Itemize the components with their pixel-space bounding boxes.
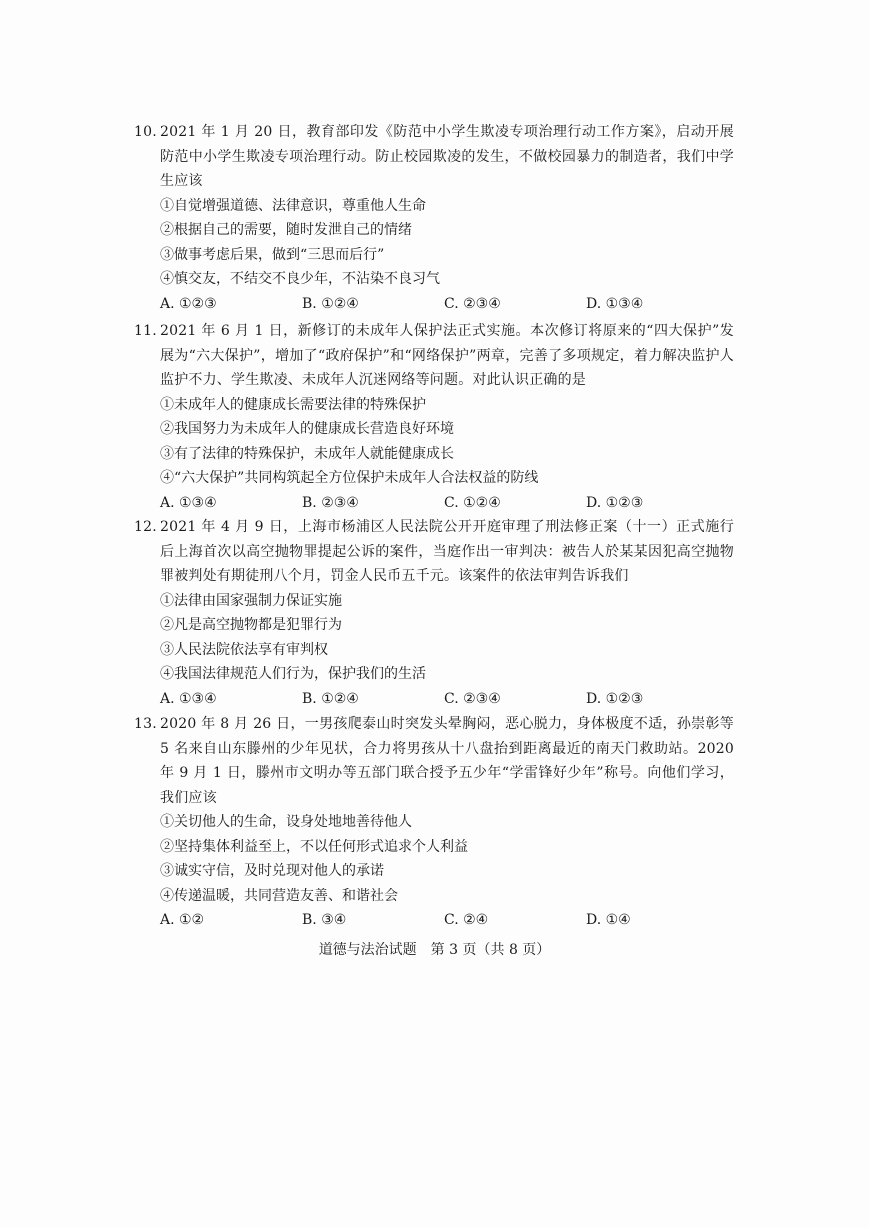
- statement-item: ④“六大保护”共同构筑起全方位保护未成年人合法权益的防线: [160, 470, 539, 486]
- question-stem: [134, 319, 734, 393]
- choice-d: D. ①④: [586, 912, 631, 928]
- answer-choices: [134, 292, 734, 317]
- statement-item: ④慎交友，不结交不良少年，不沾染不良习气: [160, 271, 440, 287]
- choice-d: D. ①②③: [586, 494, 644, 511]
- choice-c: C. ②③④: [444, 295, 501, 312]
- statement-item: ②凡是高空抛物都是犯罪行为: [160, 617, 342, 633]
- question-stem: [134, 120, 734, 194]
- statement-item: ③做事考虑后果，做到“三思而后行”: [160, 246, 385, 263]
- question-10: [134, 120, 734, 316]
- choice-c: C. ①②④: [444, 494, 501, 511]
- statement-item: ③有了法律的特殊保护，未成年人就能健康成长: [160, 445, 454, 462]
- statement-item: ①法律由国家强制力保证实施: [160, 592, 342, 609]
- statement-item: ③人民法院依法享有审判权: [160, 641, 328, 658]
- question-number: 10.: [134, 124, 157, 140]
- question-number: 12.: [134, 519, 157, 535]
- choice-a: A. ①③④: [160, 494, 217, 511]
- choice-b: B. ①②④: [302, 295, 359, 312]
- statement-item: ②坚持集体利益至上，不以任何形式追求个人利益: [160, 838, 468, 855]
- question-text: 2021 年 4 月 9 日，上海市杨浦区人民法院公开开庭审理了刑法修正案（十一）正式施行后上海首次以高空抛物罪提起公诉的案件，当庭作出一审判决：被告人於某某因犯高空抛物罪被判处有期徒刑八个月，罚金人民币五千元。该案件的依法审判告诉我们: [160, 519, 734, 584]
- question-number: 13.: [134, 716, 157, 732]
- question-text: 2021 年 6 月 1 日，新修订的未成年人保护法正式实施。本次修订将原来的“四大保护”发展为“六大保护”，增加了“政府保护”和“网络保护”两章，完善了多项规定，着力解决监护人监护不力、学生欺凌、未成年人沉迷网络等问题。对此认识正确的是: [160, 323, 734, 388]
- statement-item: ①自觉增强道德、法律意识，尊重他人生命: [160, 197, 426, 214]
- statement-item: ②根据自己的需要，随时发泄自己的情绪: [160, 222, 412, 238]
- statement-item: ④我国法律规范人们行为，保护我们的生活: [160, 666, 426, 682]
- question-11: [134, 319, 734, 515]
- choice-d: D. ①②③: [586, 690, 644, 707]
- statement-item: ③诚实守信，及时兑现对他人的承诺: [160, 863, 384, 879]
- statement-item: ①关切他人的生命，设身处地地善待他人: [160, 814, 412, 830]
- choice-a: A. ①③④: [160, 690, 217, 707]
- answer-choices: [134, 687, 734, 712]
- question-text: 2021 年 1 月 20 日，教育部印发《防范中小学生欺凌专项治理行动工作方案》，启动开展防范中小学生欺凌专项治理行动。防止校园欺凌的发生，不做校园暴力的制造者，我们中学生应该: [160, 124, 734, 189]
- choice-b: B. ②③④: [302, 494, 359, 511]
- question-13: [134, 712, 734, 933]
- choice-d: D. ①③④: [586, 295, 644, 312]
- question-text: 2020 年 8 月 26 日，一男孩爬泰山时突发头晕胸闷，恶心脱力，身体极度不适，孙崇彰等 5 名来自山东滕州的少年见状，合力将男孩从十八盘抬到距离最近的南天门救助站。2020 年 9 月 1 日，滕州市文明办等五部门联合授予五少年“学雷锋好少年”称号。向他们学习，我们应该: [160, 716, 734, 806]
- page-footer: 道德与法治试题 第 3 页（共 8 页）: [318, 942, 551, 958]
- choice-b: B. ③④: [302, 912, 347, 928]
- question-stem: [134, 712, 734, 810]
- answer-choices: [134, 908, 734, 933]
- question-12: [134, 515, 734, 711]
- statement-item: ②我国努力为未成年人的健康成长营造良好环境: [160, 421, 454, 437]
- choice-a: A. ①②③: [160, 295, 217, 312]
- statement-item: ④传递温暖，共同营造友善、和谐社会: [160, 887, 398, 904]
- choice-b: B. ①②④: [302, 690, 359, 707]
- question-stem: [134, 515, 734, 589]
- choice-a: A. ①②: [160, 912, 205, 928]
- choice-c: C. ②④: [444, 912, 489, 928]
- answer-choices: [134, 491, 734, 516]
- statement-item: ①未成年人的健康成长需要法律的特殊保护: [160, 396, 426, 413]
- question-number: 11.: [134, 323, 157, 339]
- choice-c: C. ②③④: [444, 690, 501, 707]
